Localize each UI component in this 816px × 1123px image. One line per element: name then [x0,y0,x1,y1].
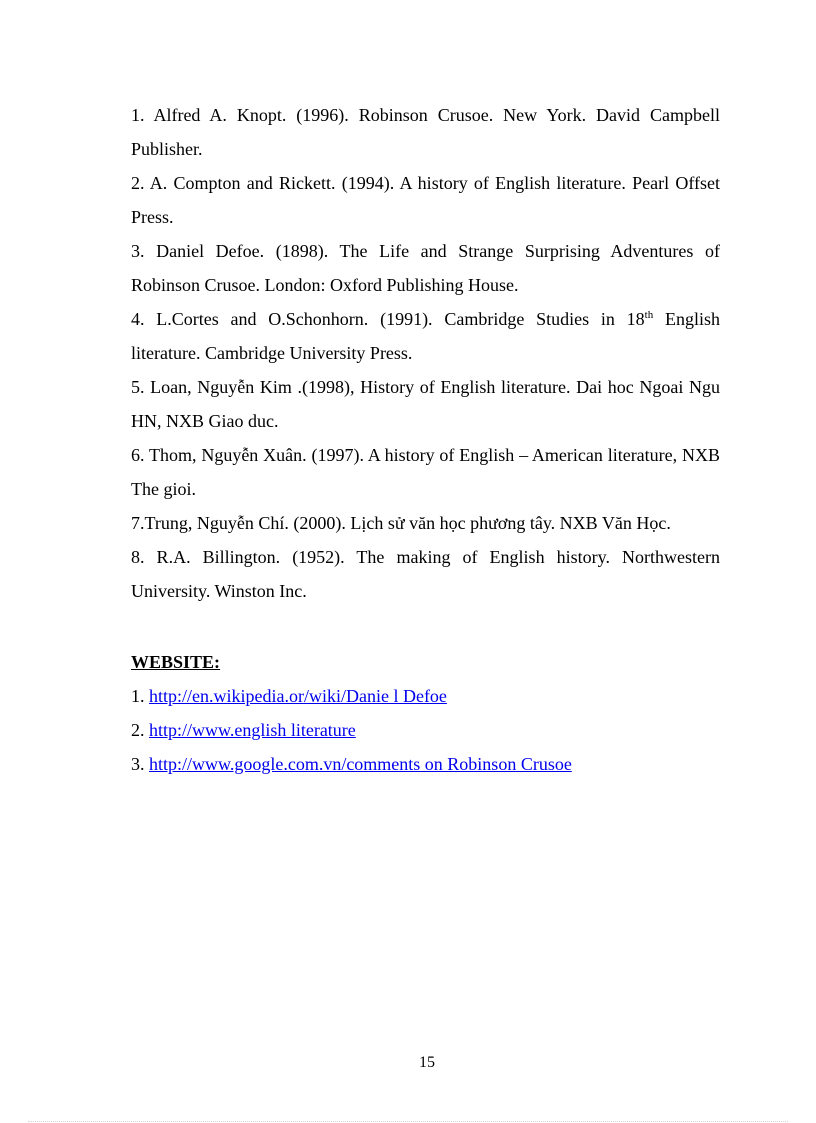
website-item-3 [131,747,731,781]
reference-item-3: 3. Daniel Defoe. (1898). The Life and Strange Surprising Adventures of Robinson Crusoe. London: Oxford Publishing House. [131,241,720,295]
website-item-number: 2. [131,720,145,740]
reference-4-text-start: 4. L.Cortes and O.Schonhorn. (1991). Cambridge Studies in 18 [131,309,645,329]
website-item-number: 1. [131,686,145,706]
website-heading: WEBSITE: [131,652,221,672]
page-number: 15 [419,1054,435,1071]
website-item-2 [131,713,731,747]
reference-item-1: 1. Alfred A. Knopt. (1996). Robinson Crusoe. New York. David Campbell Publisher. [131,105,720,159]
website-link-google[interactable]: http://www.google.com.vn/comments on Robinson Crusoe [149,754,572,774]
website-item-number: 3. [131,754,145,774]
reference-4-text-end: English literature. Cambridge University Press. [131,309,720,363]
website-link-english-literature[interactable]: http://www.english literature [149,720,356,740]
page-bottom-divider [28,1121,788,1122]
reference-item-7: 7.Trung, Nguyễn Chí. (2000). Lịch sử văn học phương tây. NXB Văn Học. [131,513,671,533]
reference-list [131,98,720,608]
reference-item-8: 8. R.A. Billington. (1952). The making of English history. Northwestern University. Winston Inc. [131,547,720,601]
website-section [131,650,731,781]
reference-item-5: 5. Loan, Nguyễn Kim .(1998), History of English literature. Dai hoc Ngoai Ngu HN, NXB Giao duc. [131,377,720,431]
ordinal-superscript: th [644,309,654,321]
reference-item-2: 2. A. Compton and Rickett. (1994). A history of English literature. Pearl Offset Press. [131,173,720,227]
reference-item-4 [131,302,720,370]
reference-item-6: 6. Thom, Nguyễn Xuân. (1997). A history of English – American literature, NXB The gioi. [131,445,720,499]
website-link-wikipedia[interactable]: http://en.wikipedia.or/wiki/Danie l Defoe [149,686,447,706]
website-item-1 [131,679,731,713]
